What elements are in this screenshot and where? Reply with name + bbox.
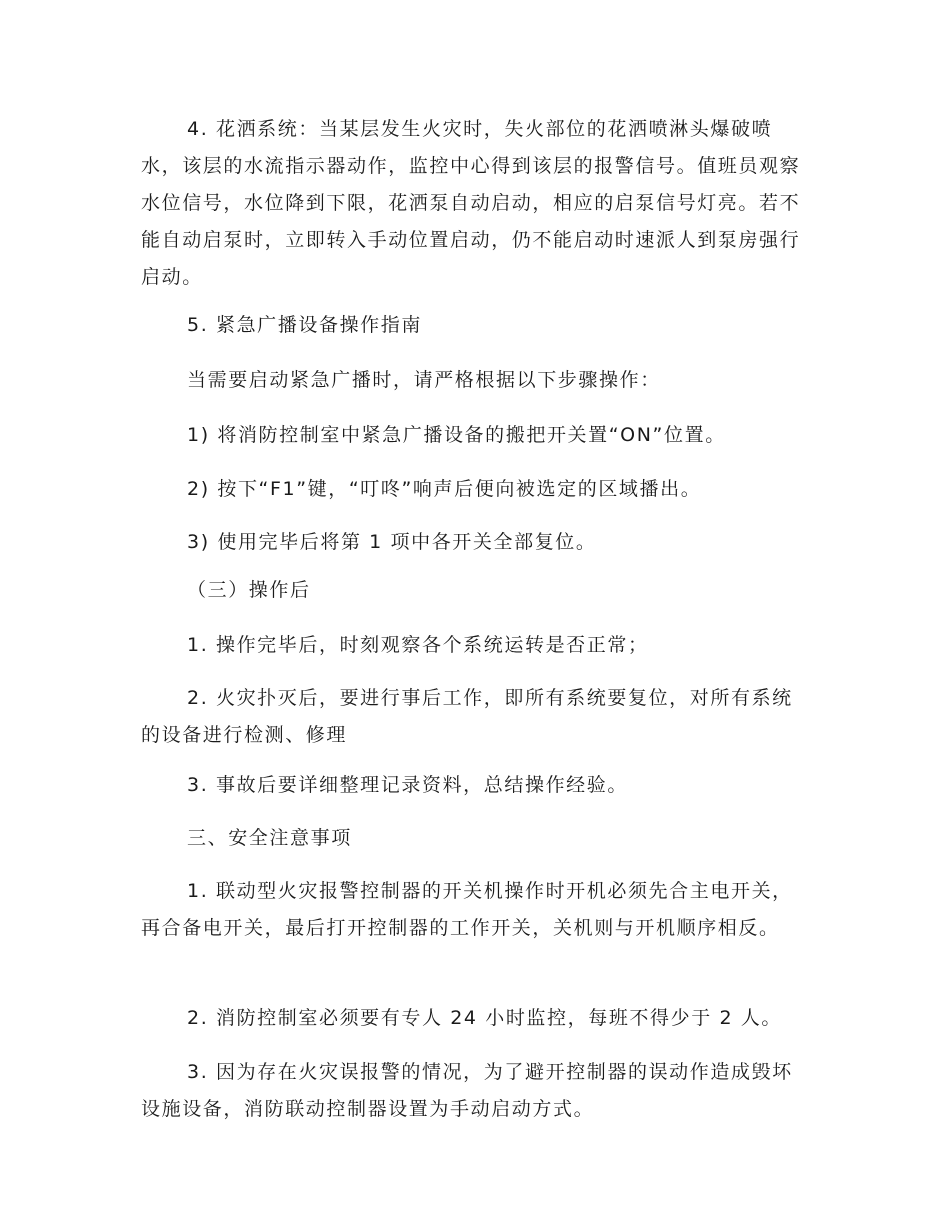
heading-after-operation: （三）操作后	[187, 579, 311, 601]
list-item-safety-2: 2. 消防控制室必须要有专人 24 小时监控，每班不得少于 2 人。	[187, 1007, 782, 1029]
list-item-broadcast-step-1: 1) 将消防控制室中紧急广播设备的搬把开关置“ON”位置。	[187, 424, 726, 446]
heading-safety-notes: 三、安全注意事项	[187, 827, 352, 849]
list-item-after-2: 2. 火灾扑灭后，要进行事后工作，即所有系统要复位，对所有系统的设备进行检测、修理	[141, 687, 793, 746]
list-item-after-3: 3. 事故后要详细整理记录资料，总结操作经验。	[187, 774, 628, 796]
paragraph-sprinkler-system: 4. 花洒系统：当某层发生火灾时，失火部位的花洒喷淋头爆破喷水，该层的水流指示器动作，监控中心得到该层的报警信号。值班员观察水位信号，水位降到下限，花洒泵自动启动，相应的启泵信号灯亮。若不能自动启泵时，立即转入手动位置启动，仍不能启动时速派人到泵房强行启动。	[141, 118, 801, 288]
paragraph-broadcast-intro: 当需要启动紧急广播时，请严格根据以下步骤操作：	[187, 369, 661, 391]
list-item-broadcast-step-3: 3) 使用完毕后将第 1 项中各开关全部复位。	[187, 531, 597, 553]
heading-emergency-broadcast: 5. 紧急广播设备操作指南	[187, 314, 422, 336]
list-item-broadcast-step-2: 2) 按下“F1”键，“叮咚”响声后便向被选定的区域播出。	[187, 478, 702, 500]
list-item-safety-1: 1. 联动型火灾报警控制器的开关机操作时开机必须先合主电开关，再合备电开关，最后打开控制器的工作开关，关机则与开机顺序相反。	[141, 880, 793, 939]
list-item-safety-3: 3. 因为存在火灾误报警的情况，为了避开控制器的误动作造成毁坏设施设备，消防联动控制器设置为手动启动方式。	[141, 1061, 793, 1120]
list-item-after-1: 1. 操作完毕后，时刻观察各个系统运转是否正常；	[187, 634, 649, 656]
